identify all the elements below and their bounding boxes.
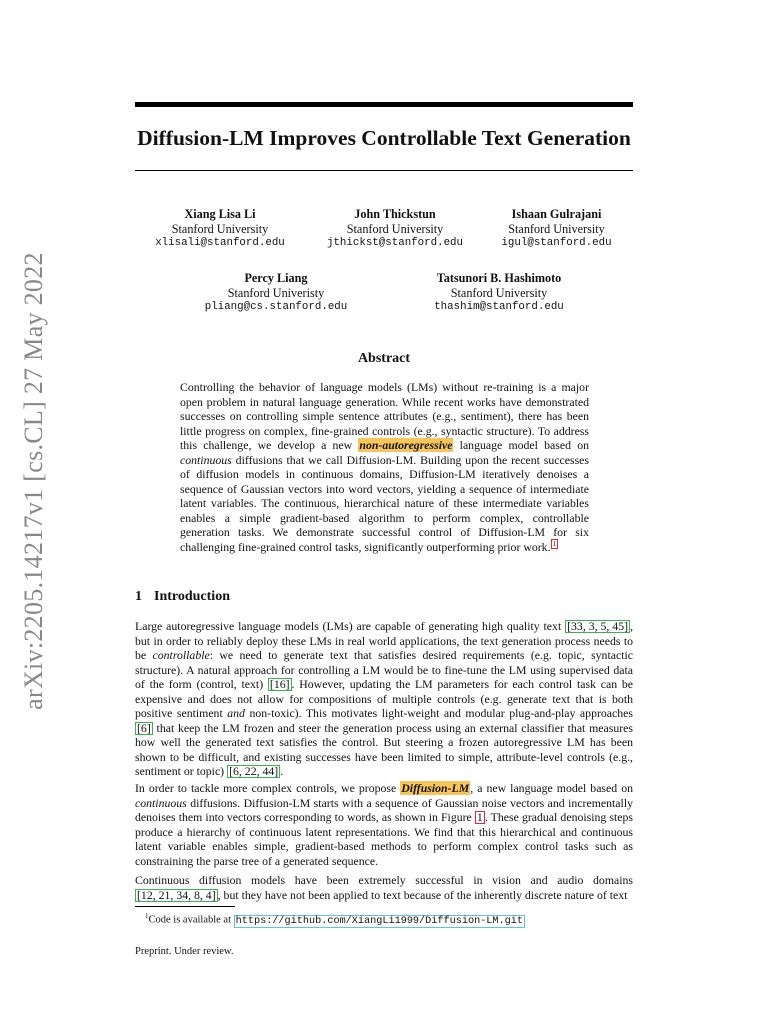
intro-paragraph-1: Large autoregressive language models (LMs) are capable of generating high quality text [33, 3, 5, 45] , but in order to reliably deploy these LMs in real world applications, the text generation process needs to be controllable: we need to generate text that satisfies desired requirements (e.g. topic, syntactic structure). A natural approach for controlling a LM would be to fine-tune the LM using supervised data of the form (control, text) [16] . However, updating the LM parameters for each control task can be expensive and does not allow for compositions of multiple controls (e.g. generate text that is both positive sentiment and non-toxic). This motivates light-weight and modular plug-and-play approaches [6] that keep the LM frozen and steer the generation process using an external classifier that measures how well the generated text satisfies the control. But steering a frozen autoregressive LM has been shown to be difficult, and existing successes have been limited to simple, attribute-level controls (e.g., sentiment or topic) [6, 22, 44] .: [135, 619, 634, 778]
footnote-ref[interactable]: 1: [552, 539, 557, 548]
figure-ref-link[interactable]: 1: [476, 810, 483, 824]
title-rule-bottom: [135, 170, 633, 171]
author-name: Percy Liang: [244, 271, 308, 285]
citation-link[interactable]: [6, 22, 44]: [229, 764, 279, 778]
citation-link[interactable]: [12, 21, 34, 8, 4]: [137, 887, 216, 902]
author-block: [310, 207, 480, 251]
author-email[interactable]: thashim@stanford.edu: [434, 301, 564, 313]
author-affiliation: Stanford University: [450, 285, 548, 300]
highlighted-text: non-autoregressive: [359, 438, 453, 452]
citation-link[interactable]: [6]: [137, 720, 151, 735]
author-email[interactable]: pliang@cs.stanford.edu: [204, 301, 348, 313]
arxiv-stamp: arXiv:2205.14217v1 [cs.CL] 27 May 2022: [19, 252, 48, 710]
author-email[interactable]: igul@stanford.edu: [501, 237, 612, 249]
author-name: Xiang Lisa Li: [184, 207, 256, 221]
author-affiliation: Stanford University: [508, 221, 605, 236]
author-name: John Thickstun: [354, 207, 436, 221]
section-heading: 1 Introduction: [135, 589, 230, 604]
highlighted-text: Diffusion-LM: [401, 781, 470, 795]
author-block: [420, 271, 578, 315]
preprint-footer: Preprint. Under review.: [135, 946, 234, 957]
citation-link[interactable]: [33, 3, 5, 45]: [567, 619, 629, 633]
author-block: [145, 207, 295, 251]
abstract-text: Controlling the behavior of language models (LMs) without re-training is a major open problem in natural language generation. While recent works have demonstrated successes on controlling simple sentence attributes (e.g., sentiment), there has been little progress on complex, fine-grained controls (e.g., syntactic structure). To address this challenge, we develop a new non-autoregressive language model based on continuous diffusions that we call Diffusion-LM. Building upon the recent successes of diffusion models in continuous domains, Diffusion-LM iteratively denoises a sequence of Gaussian vectors into word vectors, yielding a sequence of intermediate latent variables. The continuous, hierarchical nature of these intermediate variables enables a simple gradient-based algorithm to perform complex, controllable generation tasks. We demonstrate successful control of Diffusion-LM for six challenging fine-grained control tasks, significantly outperforming prior work. $^1$: [180, 380, 589, 554]
paper-title: Diffusion-LM Improves Controllable Text Generation: [137, 126, 631, 150]
intro-paragraph-3: Continuous diffusion models have been extremely successful in vision and audio domains [12, 21, 34, 8, 4] , but they have not been applied to text because of the inherently discrete nature of text: [135, 873, 633, 902]
citation-link[interactable]: [16]: [269, 677, 290, 691]
author-block: [190, 271, 362, 315]
footnote: $^1$Code is available at https://github.com/XiangLi1999/Diffusion-LM.git: [145, 912, 523, 927]
author-block: [488, 207, 625, 251]
code-url-link[interactable]: https://github.com/XiangLi1999/Diffusion-LM.git: [235, 915, 523, 927]
author-email[interactable]: jthickst@stanford.edu: [326, 237, 464, 249]
author-name: Ishaan Gulrajani: [511, 207, 602, 221]
author-affiliation: Stanford University: [346, 221, 444, 236]
footnote-rule: [135, 906, 235, 907]
author-affiliation: Stanford University: [171, 221, 269, 236]
abstract-heading: Abstract: [357, 351, 411, 366]
author-email[interactable]: xlisali@stanford.edu: [155, 237, 285, 249]
author-name: Tatsunori B. Hashimoto: [436, 271, 562, 285]
title-rule-top: [135, 102, 633, 107]
intro-paragraph-2: In order to tackle more complex controls, we propose Diffusion-LM, a new language model based on continuous diffusions. Diffusion-LM starts with a sequence of Gaussian noise vectors and incrementally denoises them into vectors corresponding to words, as shown in Figure 1 . These gradual denoising steps produce a hierarchy of continuous latent representations. We find that this hierarchical and continuous latent variable enables simple, gradient-based methods to perform complex control tasks such as constraining the parse tree of a generated sequence.: [135, 781, 634, 868]
author-affiliation: Stanford Univeristy: [227, 285, 325, 300]
